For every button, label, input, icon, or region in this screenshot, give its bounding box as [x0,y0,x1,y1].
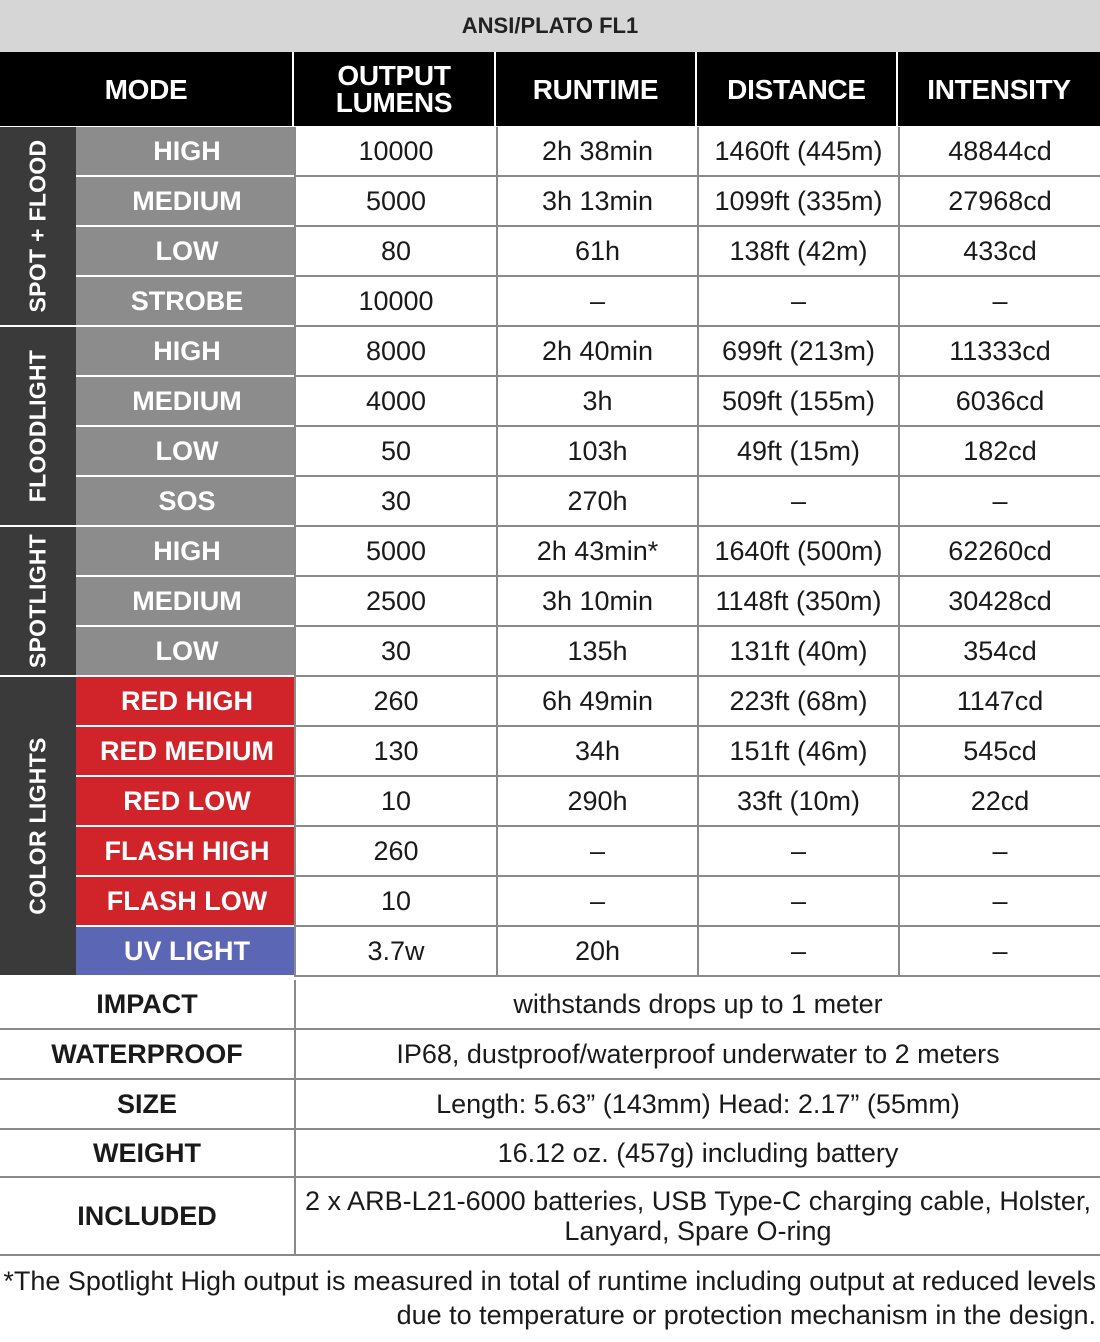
distance-cell: 1640ft (500m) [697,527,898,577]
spec-label-included: INCLUDED [0,1178,294,1256]
lumens-cell: 10 [294,777,496,827]
mode-cell: FLASH HIGH [76,827,294,877]
header-output-line2: LUMENS [335,87,453,118]
mode-cell: FLASH LOW [76,877,294,927]
distance-cell: 49ft (15m) [697,427,898,477]
distance-cell: 33ft (10m) [697,777,898,827]
mode-cell: RED MEDIUM [76,727,294,777]
runtime-cell: 20h [496,927,697,977]
distance-cell: 699ft (213m) [697,327,898,377]
lumens-cell: 5000 [294,527,496,577]
lumens-cell: 10000 [294,277,496,327]
header-intensity: INTENSITY [898,52,1100,126]
mode-cell: LOW [76,427,294,477]
mode-cell: SOS [76,477,294,527]
lumens-cell: 10000 [294,127,496,177]
lumens-cell: 30 [294,477,496,527]
intensity-cell: 6036cd [898,377,1100,427]
runtime-cell: 2h 38min [496,127,697,177]
lumens-cell: 260 [294,827,496,877]
intensity-cell: – [898,927,1100,977]
group-label-text: SPOTLIGHT [24,533,51,669]
distance-cell: 223ft (68m) [697,677,898,727]
header-runtime: RUNTIME [496,52,697,126]
group-label [0,327,76,527]
group-label-text: COLOR LIGHTS [24,737,51,915]
runtime-cell: 2h 43min* [496,527,697,577]
runtime-cell: 3h [496,377,697,427]
mode-cell: STROBE [76,277,294,327]
distance-cell: – [697,827,898,877]
lumens-cell: 8000 [294,327,496,377]
distance-cell: 509ft (155m) [697,377,898,427]
intensity-cell: 11333cd [898,327,1100,377]
spec-value-waterproof: IP68, dustproof/waterproof underwater to 2 meters [294,1030,1100,1080]
group-label [0,677,76,977]
intensity-cell: – [898,477,1100,527]
spec-label-size: SIZE [0,1080,294,1130]
runtime-cell: – [496,877,697,927]
lumens-cell: 50 [294,427,496,477]
lumens-cell: 3.7w [294,927,496,977]
mode-cell: HIGH [76,527,294,577]
runtime-cell: – [496,277,697,327]
intensity-cell: – [898,277,1100,327]
runtime-cell: 135h [496,627,697,677]
runtime-cell: 34h [496,727,697,777]
mode-cell: MEDIUM [76,577,294,627]
intensity-cell: 182cd [898,427,1100,477]
distance-cell: – [697,477,898,527]
distance-cell: 1460ft (445m) [697,127,898,177]
runtime-cell: 3h 10min [496,577,697,627]
lumens-cell: 130 [294,727,496,777]
lumens-cell: 2500 [294,577,496,627]
lumens-cell: 260 [294,677,496,727]
lumens-cell: 10 [294,877,496,927]
spec-value-size: Length: 5.63” (143mm) Head: 2.17” (55mm) [294,1080,1100,1130]
spec-value-included-line1: 2 x ARB-L21-6000 batteries, USB Type-C charging cable, Holster, [305,1186,1091,1216]
intensity-cell: 62260cd [898,527,1100,577]
runtime-cell: – [496,827,697,877]
lumens-cell: 4000 [294,377,496,427]
intensity-cell: 22cd [898,777,1100,827]
lumens-cell: 30 [294,627,496,677]
mode-cell: HIGH [76,127,294,177]
intensity-cell: – [898,877,1100,927]
header-output-lumens [294,52,496,126]
runtime-cell: 103h [496,427,697,477]
runtime-cell: 290h [496,777,697,827]
group-label [0,127,76,327]
spec-value-included [294,1178,1100,1256]
footnote-line2: due to temperature or protection mechanism in the design. [396,1300,1096,1330]
group-label-text: FLOODLIGHT [24,349,51,503]
mode-cell: HIGH [76,327,294,377]
distance-cell: 151ft (46m) [697,727,898,777]
mode-cell: MEDIUM [76,177,294,227]
runtime-cell: 2h 40min [496,327,697,377]
header-output-line1: OUTPUT [337,60,451,91]
intensity-cell: 30428cd [898,577,1100,627]
runtime-cell: 3h 13min [496,177,697,227]
intensity-cell: 48844cd [898,127,1100,177]
mode-cell: LOW [76,627,294,677]
intensity-cell: 545cd [898,727,1100,777]
distance-cell: – [697,877,898,927]
spec-label-weight: WEIGHT [0,1130,294,1178]
group-label [0,527,76,677]
lumens-cell: 80 [294,227,496,277]
spec-value-included-line2: Lanyard, Spare O-ring [564,1216,832,1246]
intensity-cell: 1147cd [898,677,1100,727]
mode-cell: LOW [76,227,294,277]
distance-cell: 1099ft (335m) [697,177,898,227]
mode-cell: UV LIGHT [76,927,294,977]
intensity-cell: 433cd [898,227,1100,277]
intensity-cell: – [898,827,1100,877]
lumens-cell: 5000 [294,177,496,227]
header-distance: DISTANCE [697,52,898,126]
mode-cell: RED HIGH [76,677,294,727]
header-mode: MODE [0,52,294,126]
runtime-cell: 61h [496,227,697,277]
intensity-cell: 354cd [898,627,1100,677]
distance-cell: 138ft (42m) [697,227,898,277]
footnote [0,1264,1100,1332]
group-label-text: SPOT + FLOOD [24,139,51,313]
runtime-cell: 270h [496,477,697,527]
mode-cell: RED LOW [76,777,294,827]
spec-label-impact: IMPACT [0,980,294,1030]
distance-cell: – [697,927,898,977]
spec-value-impact: withstands drops up to 1 meter [294,980,1100,1030]
distance-cell: – [697,277,898,327]
runtime-cell: 6h 49min [496,677,697,727]
distance-cell: 1148ft (350m) [697,577,898,627]
spec-label-waterproof: WATERPROOF [0,1030,294,1080]
table-title: ANSI/PLATO FL1 [0,0,1100,52]
spec-value-weight: 16.12 oz. (457g) including battery [294,1130,1100,1178]
footnote-line1: *The Spotlight High output is measured in total of runtime including output at reduced levels [3,1266,1096,1296]
intensity-cell: 27968cd [898,177,1100,227]
mode-cell: MEDIUM [76,377,294,427]
distance-cell: 131ft (40m) [697,627,898,677]
